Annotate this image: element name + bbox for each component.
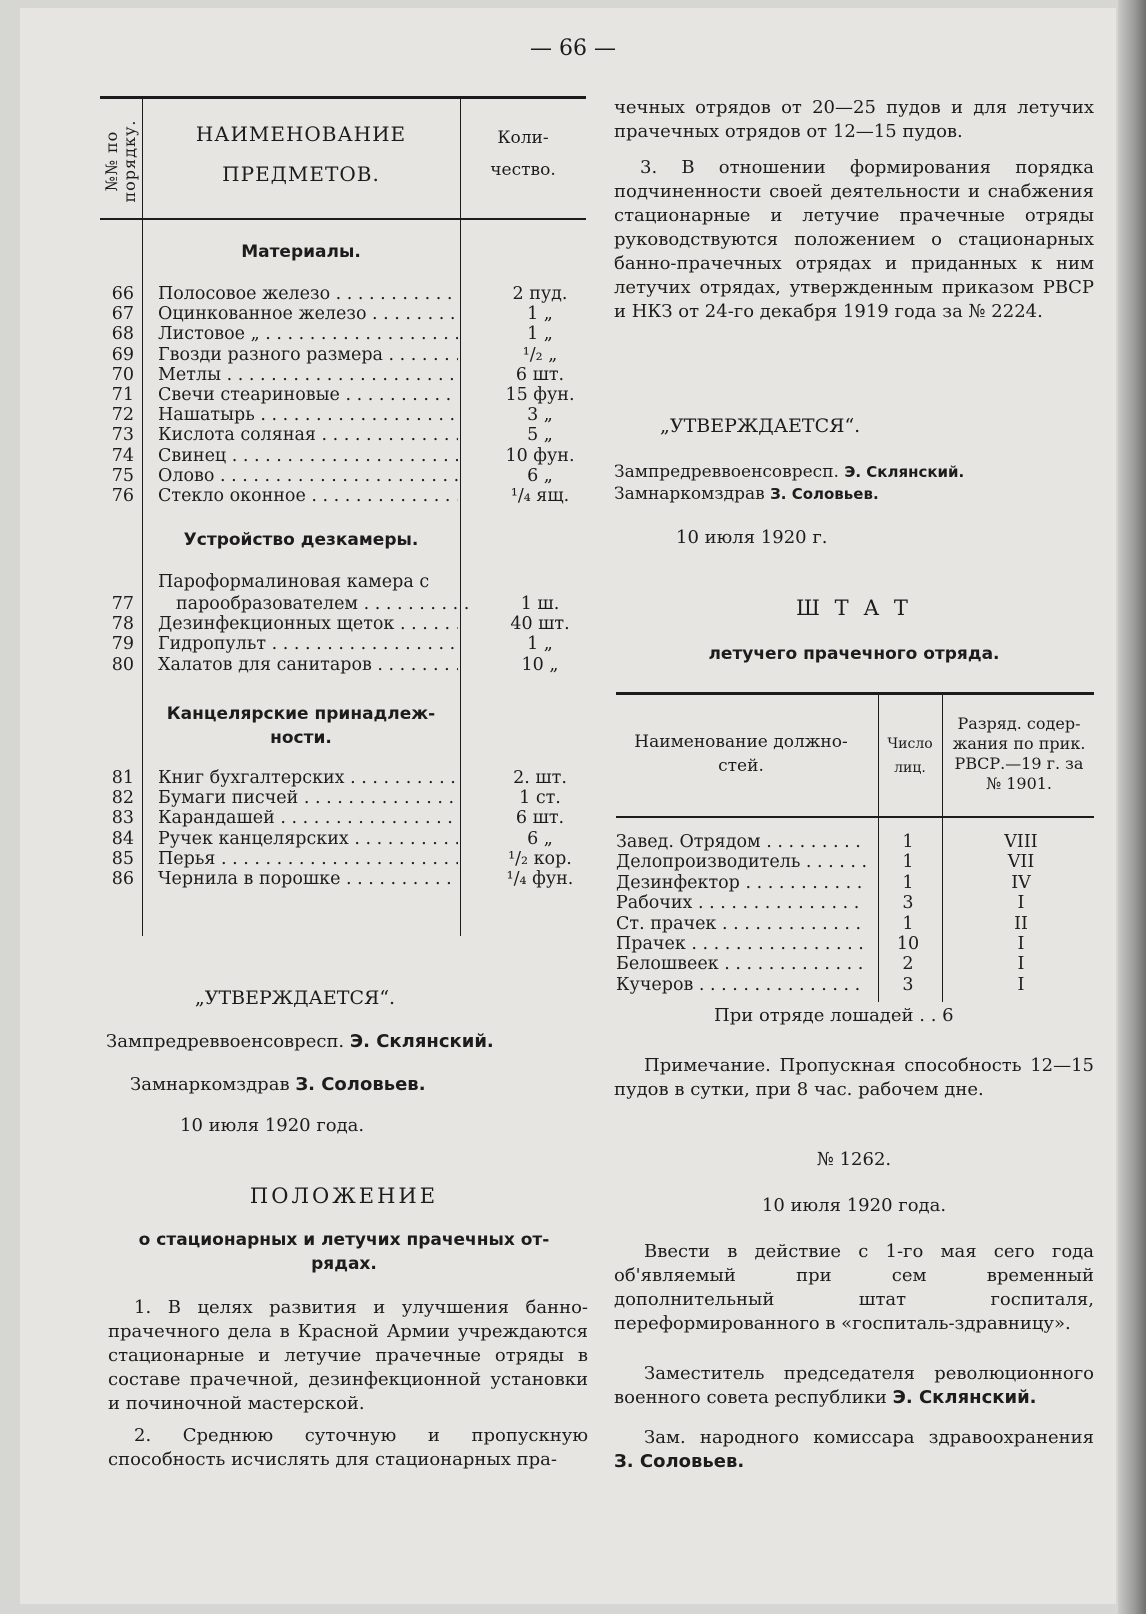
position-name: Кучеров . . . (616, 975, 866, 995)
signature-right-1: Зампредреввоенсовресп. Э. Склянский. (614, 462, 965, 482)
item-quantity: 10 „ (521, 654, 559, 675)
row-number: 80 (111, 654, 134, 675)
approved-stamp-right: „УТВЕРЖДАЕТСЯ“. (660, 415, 861, 437)
order-signature-2: Зам. народного комиссара здравоохранения З. Соловьев. (614, 1427, 1094, 1472)
item-quantity: 15 фун. (505, 385, 575, 405)
table-row (100, 385, 586, 405)
item-name: Гвозди разного размера . . . (158, 345, 458, 365)
item-quantity: 1 „ (527, 324, 553, 345)
row-number: 75 (111, 465, 134, 486)
item-name: Халатов для санитаров . . . (158, 655, 458, 675)
pay-grade: I (1017, 934, 1025, 954)
table-row (100, 446, 586, 466)
item-name: Перья . . . (158, 849, 458, 869)
col-header-count: Число лиц. (887, 736, 933, 776)
table-row (100, 788, 586, 808)
item-quantity: 1 „ (527, 304, 553, 325)
item-quantity: 2 пуд. (512, 284, 568, 304)
row-number: 82 (111, 788, 134, 809)
heading-shtat: Ш Т А Т (796, 596, 912, 620)
table-row (100, 405, 586, 425)
table-row (100, 655, 586, 675)
table-row (616, 934, 1094, 954)
table-row (100, 365, 586, 385)
item-quantity: 2. шт. (513, 768, 567, 788)
row-number: 68 (111, 324, 134, 345)
table-row (616, 914, 1094, 934)
item-name: Стекло оконное . . . (158, 486, 458, 506)
pay-grade: IV (1011, 872, 1031, 893)
person-count: 3 (902, 974, 914, 995)
table-row (100, 634, 586, 654)
pay-grade: VII (1007, 852, 1035, 873)
table-row (100, 829, 586, 849)
paragraph-1: 1. В целях развития и улучшения банно-прачечного дела в Красной Армии учреждаются стационарные и летучие прачечные отряды в составе прачечной, дезинфекционной установки и починочной мастерской. (108, 1297, 588, 1414)
item-quantity: 1 ш. (520, 594, 560, 614)
item-quantity: 3 „ (527, 405, 553, 426)
row-number: 84 (111, 828, 134, 849)
signature-right-2: Замнаркомздрав З. Соловьев. (614, 484, 879, 504)
item-name: Книг бухгалтерских . . . (158, 768, 458, 788)
col-header-qty-2: чество. (490, 160, 556, 180)
position-name: Завед. Отрядом . . . (616, 832, 866, 852)
pay-grade: II (1014, 913, 1028, 934)
paragraph-2: 2. Среднюю суточную и пропускную способность исчислять для стационарных пра- (108, 1425, 588, 1470)
section-title-materials: Материалы. (241, 242, 361, 262)
person-count: 1 (902, 852, 914, 873)
row-number: 72 (111, 405, 134, 426)
item-quantity: 40 шт. (510, 614, 570, 635)
position-name: Делопроизводитель . . . (616, 852, 866, 872)
pay-grade: I (1017, 974, 1025, 995)
row-number: 83 (111, 808, 134, 829)
row-number: 67 (111, 304, 134, 325)
order-signature-1: Заместитель председателя революционного военного совета республики Э. Склянский. (614, 1363, 1094, 1408)
row-number: 71 (111, 385, 134, 405)
table-row (100, 869, 586, 889)
row-number: 76 (111, 486, 134, 506)
item-quantity: ¹/₄ ящ. (510, 486, 570, 506)
pay-grade: VIII (1004, 832, 1038, 852)
position-name: Прачек . . . (616, 934, 866, 954)
order-number: № 1262. (816, 1149, 892, 1170)
position-name: Дезинфектор . . . (616, 873, 866, 893)
col-header-qty-1: Коли- (497, 128, 549, 148)
table-row (100, 284, 586, 304)
item-name: Ручек канцелярских . . . (158, 829, 458, 849)
paragraph-3: 3. В отношении формирования порядка подчиненности своей деятельности и снабжения стационарные и летучие прачечные отряды руководствуются положением о стационарных банно-прачечных отрядах и приданных к ним летучих отрядах, утвержденным приказом РВСР и НКЗ от 24-го декабря 1919 года за № 2224. (614, 157, 1094, 322)
item-quantity: ¹/₂ кор. (508, 848, 572, 869)
section-title-dezkamera: Устройство дезкамеры. (183, 530, 419, 550)
person-count: 2 (902, 954, 914, 975)
table-row (100, 572, 586, 592)
horses-note: При отряде лошадей . . 6 (714, 1005, 954, 1026)
table-row (100, 768, 586, 788)
item-name: Листовое „ . . . (158, 324, 458, 344)
row-number: 70 (111, 364, 134, 385)
col-header-position: Наименование должно- стей. (634, 732, 848, 776)
signature-left-1: Зампредреввоенсовресп. Э. Склянский. (106, 1031, 494, 1052)
person-count: 10 (896, 934, 920, 954)
staff-table (616, 692, 1094, 1002)
person-count: 1 (902, 913, 914, 934)
position-name: Белошвеек . . . (616, 954, 866, 974)
col-header-grade: Разряд. содер- жания по прик. РВСР.—19 г. за № 1901. (952, 714, 1086, 793)
table-row (616, 954, 1094, 974)
position-name: Ст. прачек . . . (616, 914, 866, 934)
subheading-shtat: летучего прачечного отряда. (708, 644, 1000, 664)
row-77-line1: Пароформалиновая камера с (158, 572, 430, 592)
row-number: 74 (111, 445, 134, 466)
row-number: 81 (111, 768, 134, 788)
item-name: Чернила в порошке . . . (158, 869, 458, 889)
table-row (100, 425, 586, 445)
col-header-name-2: ПРЕДМЕТОВ. (222, 162, 380, 186)
item-quantity: 6 „ (527, 828, 553, 849)
item-quantity: 6 шт. (515, 808, 565, 829)
person-count: 1 (902, 832, 914, 852)
item-name: Оцинкованное железо . . . (158, 304, 458, 324)
position-name: Рабочих . . . (616, 893, 866, 913)
subheading-polozhenie-1: о стационарных и летучих прачечных от- (138, 1230, 550, 1250)
item-quantity: 5 „ (527, 425, 553, 446)
table-row (100, 614, 586, 634)
section-title-office-2: ности. (270, 728, 332, 748)
table-row (100, 304, 586, 324)
order-text: Ввести в действие с 1-го мая сего года об'являемый при сем временный дополнительный штат госпиталя, переформированного в «госпиталь-здравницу». (614, 1241, 1094, 1334)
item-name: Кислота соляная . . . (158, 425, 458, 445)
row-number: 77 (111, 594, 134, 614)
item-name: Дезинфекционных щеток . . . (158, 614, 458, 634)
table-row (100, 466, 586, 486)
table-row (616, 852, 1094, 872)
order-date: 10 июля 1920 года. (761, 1195, 947, 1216)
pay-grade: I (1017, 893, 1025, 914)
item-name: Полосовое железо . . . (158, 284, 458, 304)
table-row (100, 345, 586, 365)
col-header-name-1: НАИМЕНОВАНИЕ (195, 122, 407, 146)
item-name: Нашатырь . . . (158, 405, 458, 425)
item-name: Свечи стеариновые . . . (158, 385, 458, 405)
item-name: Свинец . . . (158, 446, 458, 466)
signature-left-2: Замнаркомздрав З. Соловьев. (130, 1074, 426, 1095)
item-name: Гидропульт . . . (158, 634, 458, 654)
book-spine-shadow (1118, 0, 1146, 1614)
section-title-office-1: Канцелярские принадлеж- (166, 704, 436, 724)
table-row (616, 893, 1094, 913)
row-number: 85 (111, 848, 134, 869)
item-quantity: ¹/₂ „ (522, 344, 558, 365)
row-number: 73 (111, 425, 134, 446)
item-quantity: 10 фун. (505, 445, 575, 466)
person-count: 1 (902, 872, 914, 893)
item-name: парообразователем . . . (176, 594, 476, 614)
subheading-polozhenie-2: рядах. (311, 1254, 377, 1274)
item-quantity: 1 „ (527, 634, 553, 655)
paragraph-2-continued: чечных отрядов от 20—25 пудов и для летучих прачечных отрядов от 12—15 пудов. (614, 97, 1094, 142)
item-name: Метлы . . . (158, 365, 458, 385)
col-header-num: №№ по порядку. (102, 119, 139, 203)
item-name: Карандашей . . . (158, 808, 458, 828)
date-left: 10 июля 1920 года. (180, 1115, 365, 1136)
table-row (100, 324, 586, 344)
table-row (616, 832, 1094, 852)
row-number: 79 (111, 634, 134, 655)
approved-stamp-left: „УТВЕРЖДАЕТСЯ“. (194, 987, 396, 1009)
table-row (100, 849, 586, 869)
note: Примечание. Пропускная способность 12—15 пудов в сутки, при 8 час. рабочем дне. (614, 1055, 1094, 1100)
row-number: 69 (111, 344, 134, 365)
person-count: 3 (902, 893, 914, 914)
item-quantity: 6 „ (527, 465, 553, 486)
item-quantity: 1 ст. (519, 788, 561, 809)
page-number: — 66 — (530, 36, 616, 61)
row-number: 78 (111, 614, 134, 635)
table-row (616, 873, 1094, 893)
item-name: Олово . . . (158, 466, 458, 486)
supplies-table (100, 96, 586, 936)
table-row (100, 594, 586, 614)
table-row (616, 975, 1094, 995)
date-right: 10 июля 1920 г. (676, 527, 828, 548)
row-number: 86 (111, 869, 134, 889)
item-quantity: 6 шт. (515, 364, 565, 385)
item-quantity: ¹/₄ фун. (506, 869, 574, 889)
pay-grade: I (1017, 954, 1025, 975)
row-number: 66 (111, 284, 134, 304)
table-row (100, 808, 586, 828)
item-name: Бумаги писчей . . . (158, 788, 458, 808)
heading-polozhenie: ПОЛОЖЕНИЕ (249, 1184, 439, 1208)
table-row (100, 486, 586, 506)
